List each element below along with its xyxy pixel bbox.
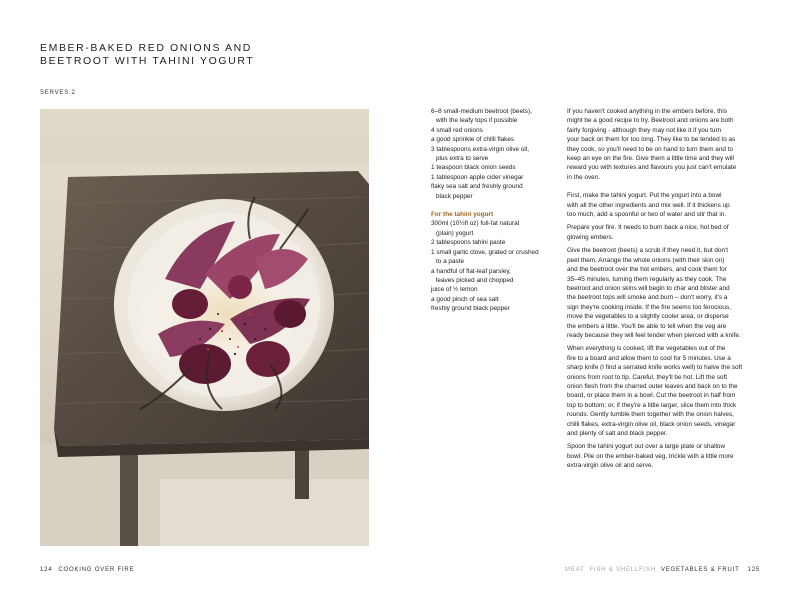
ingredient-line: (plain) yogurt <box>436 229 474 237</box>
method-line: reward you with textures and flavours you just can't emulate <box>567 164 737 172</box>
method-line: and plenty of salt and black pepper. <box>567 430 668 437</box>
method-line: extra-virgin olive oil and serve. <box>567 462 654 470</box>
ingredients-tahini <box>431 219 556 313</box>
ingredient-line: juice of ½ lemon <box>431 286 478 294</box>
ingredient-line: 3 tablespoons extra-virgin olive oil, <box>431 145 530 153</box>
method-line: sign they're cooking inside. If the fire seems too ferocious, <box>567 303 731 311</box>
recipe-photo <box>40 109 369 546</box>
ingredient-line: a good sprinkle of chilli flakes <box>431 136 515 144</box>
ingredients-main <box>431 107 556 201</box>
method-line: First, make the tahini yogurt. Put the yogurt into a bowl <box>567 192 722 200</box>
section-nav-vegetables-active: VEGETABLES & FRUIT <box>660 567 740 573</box>
ingredient-line: 1 teaspoon black onion seeds <box>431 164 516 172</box>
method-line: fairly forgiving - although they may not like it if you turn <box>567 126 722 134</box>
ingredient-line: 300ml (10½fl oz) full-fat natural <box>431 220 520 228</box>
left-page-number: 124 <box>40 567 53 573</box>
right-page-number: 125 <box>747 567 760 573</box>
left-page-footer <box>40 567 140 573</box>
section-nav-meat: MEAT <box>565 567 585 573</box>
method-line: the beetroot tops will smoke and burn – don't worry, it's a <box>567 294 728 302</box>
method-line: fire to a board and allow them to cool for 5 minutes. Use a <box>567 354 731 362</box>
ingredient-line: 2 tablespoons tahini paste <box>431 239 506 247</box>
ingredient-line: to a paste <box>436 258 465 266</box>
ingredient-line: black pepper <box>436 192 473 200</box>
method-line: in the oven. <box>567 173 601 181</box>
method-line: keep an eye on the fire. Give them a little time and they will <box>567 155 734 163</box>
method-line: and the beetroot over the hot embers, and cook them for <box>567 266 727 274</box>
method-line: If you haven't cooked anything in the embers before, this <box>567 108 728 115</box>
method-line: Spoon the tahini yogurt out over a large plate or shallow <box>567 443 726 451</box>
method-paragraph <box>567 107 767 182</box>
method-line: onion flesh from the charred outer leaves and back on to the <box>567 382 738 390</box>
method-line: Prepare your fire. It needs to burn back a nice, hot bed of <box>567 224 729 232</box>
ingredient-line: a good pinch of sea salt <box>431 295 499 303</box>
ingredient-line: flaky sea salt and freshly ground <box>431 183 523 191</box>
method-line: chilli flakes, extra-virgin olive oil, black onion seeds, vinegar <box>567 420 736 428</box>
method-line: Give the beetroot (beets) a scrub if they need it, but don't <box>567 247 729 255</box>
section-nav-fish: FISH & SHELLFISH <box>589 567 656 573</box>
method-line: they cook, so you'll need to be on hand to turn them and to <box>567 145 734 153</box>
method-text <box>567 107 767 471</box>
method-line: top to bottom; or, if they're a little larger, slice them into thick <box>567 401 737 409</box>
method-line: might be a good recipe to try. Beetroot and onions are both <box>567 117 734 125</box>
method-line: 35–45 minutes, turning them regularly as they cook. The <box>567 275 727 283</box>
method-paragraph <box>567 191 767 219</box>
method-line: move the vegetables to a slightly cooler area, or disperse <box>567 313 729 321</box>
ingredient-line: freshly ground black pepper <box>431 305 510 313</box>
method-line: beetroot and onion skins will begin to char and blister and <box>567 284 730 292</box>
right-page-footer <box>565 567 760 573</box>
method-paragraph <box>567 442 767 470</box>
method-line: glowing embers. <box>567 233 614 241</box>
ingredient-line: 1 small garlic clove, grated or crushed <box>431 248 539 256</box>
recipe-title <box>40 42 254 68</box>
method-line: onions from root to tip. Careful, they'll be hot. Lift the soft <box>567 373 728 381</box>
method-line: with all the other ingredients and mix well. If it thickens up <box>567 201 730 209</box>
recipe-photo-illustration <box>40 109 369 546</box>
method-line: ready because they will feel tender when pierced with a knife. <box>567 331 741 339</box>
method-line: When everything is cooked, lift the vegetables out of the <box>567 345 726 353</box>
method-line: board, or place them in a bowl. Cut the beetroot in half from <box>567 392 736 400</box>
method-paragraph <box>567 246 767 340</box>
method-line: peel them. Arrange the whole onions (with their skin on) <box>567 256 725 264</box>
ingredient-line: 6–8 small-medium beetroot (beets), <box>431 108 532 115</box>
ingredient-line: with the leafy tops if possible <box>436 117 518 125</box>
method-line: too much, add a spoonful or two of water and stir that in. <box>567 211 727 219</box>
ingredient-line: plus extra to serve <box>436 155 489 163</box>
method-paragraph <box>567 223 767 242</box>
recipe-title-line-2: BEETROOT WITH TAHINI YOGURT <box>40 55 255 67</box>
book-title-running-footer: COOKING OVER FIRE <box>58 567 135 573</box>
method-line: rounds. Gently tumble them together with the onion halves, <box>567 411 734 419</box>
serves-label: SERVES 2 <box>40 90 76 96</box>
ingredient-line: leaves picked and chopped <box>436 276 514 284</box>
method-line: sharp knife (I find a serrated knife works well) to halve the soft <box>567 364 743 372</box>
method-paragraph <box>567 344 767 438</box>
tahini-yogurt-heading: For the tahini yogurt <box>431 211 494 219</box>
method-line: your back on them for too long. They like to be tended to as <box>567 136 736 144</box>
ingredient-line: a handful of flat-leaf parsley, <box>431 267 511 275</box>
ingredients-list <box>431 107 556 314</box>
method-line: bowl. Pile on the ember-baked veg, trickle with a little more <box>567 452 734 460</box>
recipe-title-line-1: EMBER-BAKED RED ONIONS AND <box>40 42 252 54</box>
ingredient-line: 4 small red onions <box>431 126 483 134</box>
ingredient-line: 1 tablespoon apple cider vinegar <box>431 173 524 181</box>
method-line: the embers a little. You'll be able to tell when the veg are <box>567 322 727 330</box>
